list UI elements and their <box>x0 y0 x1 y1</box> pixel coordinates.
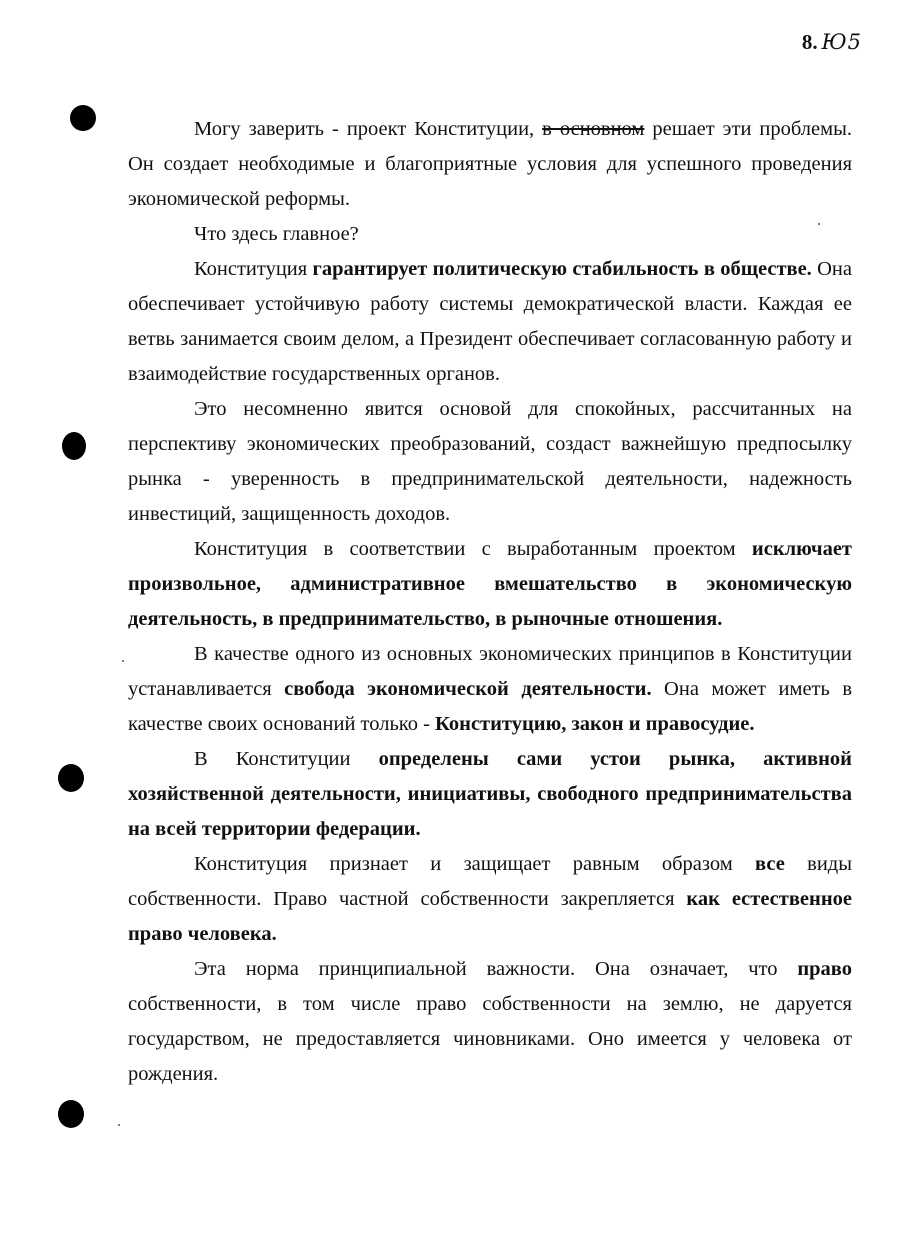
text-run: собственности, в том числе право собственности на землю, не даруется государством, не предоставляется чиновниками. Оно имеется у человека от рождения. <box>128 993 852 1085</box>
text-run: В Конституции <box>194 748 379 770</box>
text-run: Конституция <box>194 258 313 280</box>
bold-text: право <box>797 958 852 980</box>
text-run: Конституция признает и защищает равным образом <box>194 853 756 875</box>
paragraph <box>128 742 852 847</box>
text-run: Она может иметь в качестве своих оснований только - <box>128 678 853 735</box>
text-run: Могу заверить - проект Конституции, <box>194 118 543 140</box>
punch-hole-1 <box>70 105 96 131</box>
page-number <box>802 30 862 55</box>
paragraph <box>128 392 852 532</box>
punch-hole-2 <box>62 432 86 460</box>
text-run: Это несомненно явится основой для спокойных, рассчитанных на перспективу экономических преобразований, создаст важнейшую предпосылку рынка - уверенность в предпринимательской деятельности, надежность инвестиций, защищенность доходов. <box>128 398 852 525</box>
bold-text: гарантирует политическую стабильность в обществе. <box>312 258 812 280</box>
text-run: решает эти проблемы. Он создает необходимые и благоприятные условия для успешного проведения экономической реформы. <box>128 118 852 210</box>
text-run: Что здесь главное? <box>194 223 359 245</box>
bold-text: как естественное право человека. <box>128 888 852 945</box>
bold-text: все <box>755 853 785 875</box>
paragraph <box>128 637 852 742</box>
bold-text: Конституцию, закон и правосудие. <box>435 713 755 735</box>
page-number-handwritten: Ю5 <box>821 30 862 54</box>
scan-speck <box>122 660 124 662</box>
bold-text: определены сами устои рынка, активной хозяйственной деятельности, инициативы, свободного предпринимательства на всей территории федерации. <box>128 748 852 840</box>
punch-hole-4 <box>58 1100 84 1128</box>
bold-text: свобода экономической деятельности. <box>284 678 652 700</box>
text-run: виды собственности. Право частной собственности закрепляется <box>128 853 853 910</box>
paragraph <box>128 847 852 952</box>
paragraph <box>128 217 852 252</box>
paragraph <box>128 252 852 392</box>
paragraph <box>128 952 852 1092</box>
bold-text: исключает произвольное, административное вмешательство в экономическую деятельность, в предпринимательство, в рыночные отношения. <box>128 538 852 630</box>
text-run: В качестве одного из основных экономических принципов в Конституции устанавливается <box>128 643 852 700</box>
document-body <box>128 112 852 1092</box>
paragraph <box>128 112 852 217</box>
text-run: Конституция в соответствии с выработанным проектом <box>194 538 752 560</box>
punch-hole-3 <box>58 764 84 792</box>
page-number-printed: 8. <box>801 30 818 54</box>
text-run: Эта норма принципиальной важности. Она означает, что <box>194 958 798 980</box>
scan-speck <box>118 1124 120 1126</box>
paragraph <box>128 532 852 637</box>
text-run: Она обеспечивает устойчивую работу системы демократической власти. Каждая ее ветвь занимается своим делом, а Президент обеспечивает согласованную работу и взаимодействие государственных органов. <box>128 258 852 385</box>
struck-text: в основном <box>542 118 645 140</box>
